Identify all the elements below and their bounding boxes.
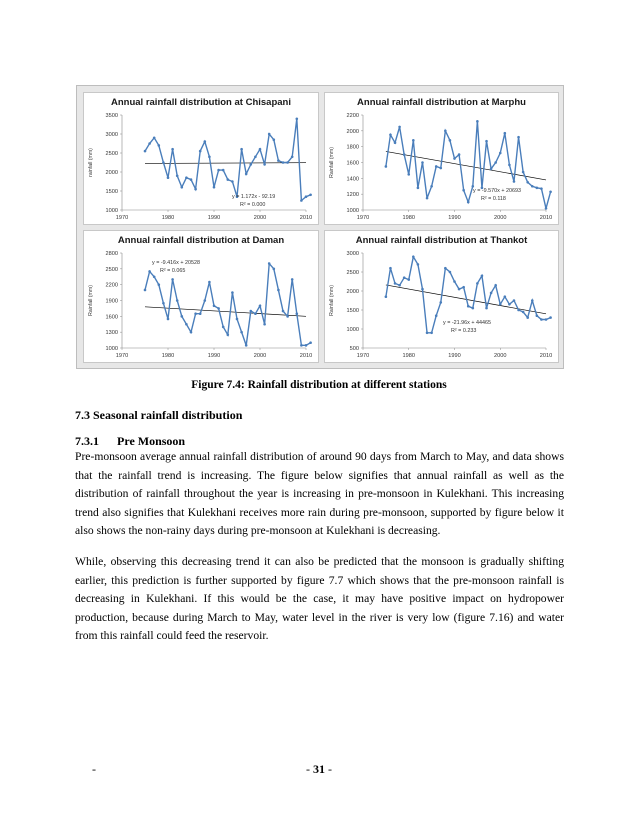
chart-daman [84,231,318,362]
chart-chisapani [84,93,318,224]
chart-2-y-axis-label: Rainfall (mm) [88,285,94,316]
subsection-title: Pre Monsoon [117,434,186,448]
chart-3-x-tick-label: 1970 [356,353,370,359]
chart-2-x-tick-label: 2010 [299,353,313,359]
chart-0-y-axis-label: rainfall (mm) [88,148,94,177]
chart-2-data-point [254,312,257,315]
chart-3-equation: y = -21.96x + 44465 [443,320,491,326]
chart-3-y-axis-label: Rainfall (mm) [329,285,335,316]
chart-3-x-tick-label: 2010 [539,353,553,359]
chart-0-x-tick-label: 1970 [115,215,129,221]
chart-2-data-point [282,310,285,313]
chart-1-data-point [467,201,470,204]
chart-0-data-point [144,150,147,153]
chart-0-y-tick-label: 3000 [105,132,118,138]
chart-3-data-point [531,299,534,302]
chart-0-y-tick-label: 2500 [105,151,118,157]
chart-1-data-point [536,187,539,190]
chart-0-data-point [291,156,294,159]
chart-0-y-tick-label: 2000 [105,170,118,176]
chart-marphu [325,93,558,224]
chart-3-r-squared: R² = 0.233 [451,328,477,334]
chart-3-data-point [485,307,488,310]
chart-3-data-point [412,256,415,259]
chart-3-title: Annual rainfall distribution at Thankot [355,235,528,246]
chart-2-data-point [259,304,262,307]
chart-2-data-point [144,289,147,292]
chart-thankot [325,231,558,362]
chart-1-data-point [458,153,461,156]
chart-0-data-point [181,186,184,189]
chart-1-data-point [412,139,415,142]
chart-1-data-point [421,161,424,164]
chart-1-data-point [435,165,438,168]
chart-1-data-point [504,132,507,135]
chart-1-data-point [453,157,456,160]
chart-1-data-point [494,161,497,164]
chart-1-data-point [430,185,433,188]
chart-1-data-point [476,120,479,123]
chart-2-data-point [208,281,211,284]
chart-3-y-tick-label: 2000 [346,289,359,295]
chart-3-data-point [476,282,479,285]
chart-3-data-point [490,292,493,295]
chart-2-data-point [153,275,156,278]
figure-rainfall-stations [76,85,564,369]
page-number [0,762,638,777]
chart-1-equation: y = -9.570x + 20693 [473,188,521,194]
chart-3-data-point [403,276,406,279]
chart-2-x-tick-label: 2000 [253,353,267,359]
chart-3-y-tick-label: 1500 [346,308,359,314]
chart-2-title: Annual rainfall distribution at Daman [117,235,285,246]
chart-1-data-point [407,173,410,176]
chart-0-data-point [148,142,151,145]
chart-3-data-point [499,303,502,306]
chart-2-data-point [240,331,243,334]
chart-0-data-point [222,169,225,172]
paragraph-1: Pre-monsoon average annual rainfall distribution of around 90 days from March to May, and data shows that the rainfall trend is increasing. The figure below signifies that annual rainfall as well as the distribution of rainfall throughout the year is increasing in pre-monsoon in Kulekhani. This increasing trend also signifies that Kulekhani receives more rain during pre-monsoon, supported by figure below it also shows the non-rainy days during pre-monsoon at Kulekhani is decreasing. [75,450,564,537]
chart-0-x-tick-label: 1980 [161,215,175,221]
chart-2-r-squared: R² = 0.065 [160,268,186,274]
chart-0-data-point [240,148,243,151]
chart-0-data-point [153,137,156,140]
chart-2-data-point [305,344,308,347]
chart-1-series-line [386,121,551,208]
chart-panel-thankot [324,230,559,363]
chart-0-title: Annual rainfall distribution at Chisapani [111,97,291,108]
chart-2-y-tick-label: 1600 [105,314,118,321]
chart-1-data-point [545,207,548,210]
chart-2-data-point [268,262,271,265]
chart-0-data-point [250,163,253,166]
chart-3-data-point [435,314,438,317]
chart-0-equation: y = 1.172x - 92.19 [232,194,276,200]
page-suffix: - [325,762,332,776]
chart-2-data-point [273,268,276,271]
chart-0-data-point [162,161,165,164]
chart-2-x-tick-label: 1970 [115,353,129,359]
subsection-heading [75,434,185,449]
chart-2-data-point [277,289,280,292]
chart-0-data-point [231,180,234,183]
chart-2-data-point [286,315,289,318]
chart-3-data-point [407,278,410,281]
chart-2-data-point [236,318,239,321]
chart-1-x-tick-label: 2000 [494,215,507,221]
figure-caption: Figure 7.4: Rainfall distribution at different stations [191,379,447,391]
chart-1-x-tick-label: 2010 [539,215,553,221]
chart-3-x-tick-label: 1990 [448,353,461,359]
chart-2-data-point [158,283,161,286]
chart-1-data-point [549,190,552,193]
chart-3-y-tick-label: 500 [349,346,359,352]
chart-0-data-point [282,161,285,164]
chart-0-y-tick-label: 3500 [105,113,118,119]
chart-2-data-point [204,299,207,302]
chart-3-data-point [417,263,420,266]
page-number-value: 31 [313,762,325,776]
chart-1-data-point [499,152,502,155]
chart-1-data-point [403,153,406,156]
chart-1-data-point [439,167,442,170]
chart-panel-daman [83,230,319,363]
chart-0-data-point [305,195,308,198]
chart-0-data-point [227,178,230,181]
chart-3-data-point [526,316,529,319]
chart-3-data-point [453,280,456,283]
chart-0-data-point [286,161,289,164]
chart-2-data-point [217,307,220,310]
section-heading: 7.3 Seasonal rainfall distribution [75,408,243,422]
chart-2-data-point [250,310,253,313]
chart-3-data-point [398,284,401,287]
chart-1-data-point [490,168,493,171]
chart-1-data-point [444,130,447,133]
chart-1-data-point [540,187,543,190]
chart-2-data-point [231,291,234,294]
chart-3-data-point [385,295,388,298]
chart-3-data-point [444,267,447,270]
chart-2-data-point [194,312,197,315]
chart-3-data-point [426,332,429,335]
chart-2-data-point [227,334,230,337]
chart-0-data-point [263,163,266,166]
chart-1-data-point [394,141,397,144]
chart-0-data-point [167,176,170,179]
chart-3-data-point [458,288,461,291]
chart-1-data-point [513,180,516,183]
chart-3-data-point [389,267,392,270]
page-prefix: - [306,762,313,776]
chart-2-data-point [199,312,202,315]
chart-2-data-point [148,270,151,273]
chart-2-data-point [167,318,170,321]
chart-3-data-point [481,275,484,278]
chart-2-equation: y = -9.416x + 20528 [152,260,200,266]
chart-3-data-point [517,309,520,312]
chart-0-data-point [190,178,193,181]
chart-0-data-point [194,188,197,191]
chart-3-y-tick-label: 2500 [346,270,359,276]
chart-1-x-tick-label: 1990 [448,215,461,221]
chart-3-data-point [545,318,548,321]
chart-3-data-point [522,311,525,314]
chart-3-data-point [513,299,516,302]
chart-3-data-point [462,286,465,289]
chart-2-x-tick-label: 1980 [161,353,175,359]
subsection-number: 7.3.1 [75,434,99,448]
chart-2-data-point [222,326,225,329]
footer-dash: - [92,762,96,776]
chart-1-y-tick-label: 1400 [346,176,359,183]
chart-0-data-point [158,144,161,147]
chart-2-y-tick-label: 1900 [105,298,118,305]
chart-1-data-point [449,139,452,142]
chart-0-data-point [268,133,271,136]
chart-0-y-tick-label: 1500 [105,189,118,195]
chart-0-data-point [296,118,299,121]
chart-3-data-point [504,295,507,298]
chart-0-data-point [204,140,207,143]
chart-1-data-point [508,164,511,167]
chart-3-data-point [430,332,433,335]
chart-0-y-tick-label: 1000 [105,208,118,214]
chart-3-data-point [540,318,543,321]
chart-3-data-point [467,305,470,308]
chart-1-title: Annual rainfall distribution at Marphu [357,97,526,108]
chart-3-x-tick-label: 1980 [402,353,415,359]
chart-0-data-point [309,194,312,197]
chart-0-data-point [208,156,211,159]
chart-3-y-tick-label: 1000 [346,327,359,333]
chart-1-y-axis-label: Rainfall (mm) [329,147,335,178]
chart-2-data-point [245,344,248,347]
chart-0-data-point [176,175,179,178]
chart-3-data-point [494,284,497,287]
chart-0-data-point [277,159,280,162]
chart-0-x-tick-label: 1990 [207,215,221,221]
chart-1-y-tick-label: 1200 [346,192,359,199]
chart-1-data-point [531,185,534,188]
chart-1-r-squared: R² = 0.118 [481,196,506,202]
chart-1-y-tick-label: 2000 [346,128,359,135]
chart-2-y-tick-label: 1000 [105,346,118,352]
chart-2-y-tick-label: 2800 [105,251,118,257]
chart-0-data-point [213,186,216,189]
chart-1-y-tick-label: 1000 [346,208,359,214]
chart-2-data-point [190,331,193,334]
chart-2-x-tick-label: 1990 [207,353,221,359]
chart-1-data-point [417,187,420,190]
chart-3-data-point [449,271,452,274]
chart-3-data-point [472,307,475,310]
chart-0-data-point [171,148,174,151]
chart-1-data-point [389,133,392,136]
chart-0-data-point [245,173,248,176]
chart-1-y-tick-label: 1800 [346,144,359,151]
chart-3-y-tick-label: 3000 [346,251,359,257]
chart-2-data-point [291,278,294,281]
chart-1-data-point [462,189,465,192]
paragraph-2: While, observing this decreasing trend it can also be predicted that the monsoon is gradually shifting earlier, this prediction is further supported by figure 7.7 which shows that the pre-monsoon rainfall is decreasing in Kulekhani. If this would be the case, it may have positive impact on hydropower production, because during March to May, water level in the river is very low (figure 7.16) and water from this rainfall could feed the reservoir. [75,555,564,642]
chart-2-data-point [171,278,174,281]
chart-0-x-tick-label: 2000 [253,215,267,221]
chart-3-data-point [549,316,552,319]
chart-0-data-point [259,148,262,151]
chart-0-data-point [254,156,257,159]
chart-0-series-line [145,119,311,201]
chart-2-data-point [181,315,184,318]
chart-3-data-point [421,288,424,291]
chart-1-data-point [522,171,525,174]
chart-2-y-tick-label: 2500 [105,266,118,273]
chart-1-x-tick-label: 1970 [356,215,370,221]
chart-3-data-point [536,314,539,317]
chart-3-x-tick-label: 2000 [494,353,507,359]
chart-1-data-point [398,126,401,129]
chart-3-data-point [508,303,511,306]
chart-2-data-point [213,304,216,307]
chart-1-x-tick-label: 1980 [402,215,415,221]
chart-2-series-line [145,264,311,346]
chart-1-data-point [485,140,488,143]
chart-0-x-tick-label: 2010 [299,215,313,221]
chart-2-y-tick-label: 1300 [105,330,118,337]
chart-panel-marphu [324,92,559,225]
chart-0-r-squared: R² = 0.000 [240,202,266,208]
chart-panel-chisapani [83,92,319,225]
chart-1-y-tick-label: 2200 [346,113,359,119]
chart-2-data-point [309,341,312,344]
chart-0-data-point [273,138,276,141]
chart-0-data-point [217,169,220,172]
chart-1-data-point [426,197,429,200]
chart-2-data-point [162,302,165,305]
chart-3-data-point [394,282,397,285]
chart-2-data-point [296,312,299,315]
chart-2-data-point [185,323,188,326]
chart-2-y-tick-label: 2200 [105,282,118,289]
chart-1-data-point [517,136,520,139]
chart-1-y-tick-label: 1600 [346,160,359,167]
chart-1-data-point [526,181,529,184]
chart-1-data-point [385,165,388,168]
chart-2-data-point [300,344,303,347]
chart-2-data-point [263,323,266,326]
chart-2-data-point [176,299,179,302]
chart-0-data-point [300,199,303,202]
chart-3-data-point [439,301,442,304]
chart-0-data-point [185,176,188,179]
chart-0-data-point [199,150,202,153]
